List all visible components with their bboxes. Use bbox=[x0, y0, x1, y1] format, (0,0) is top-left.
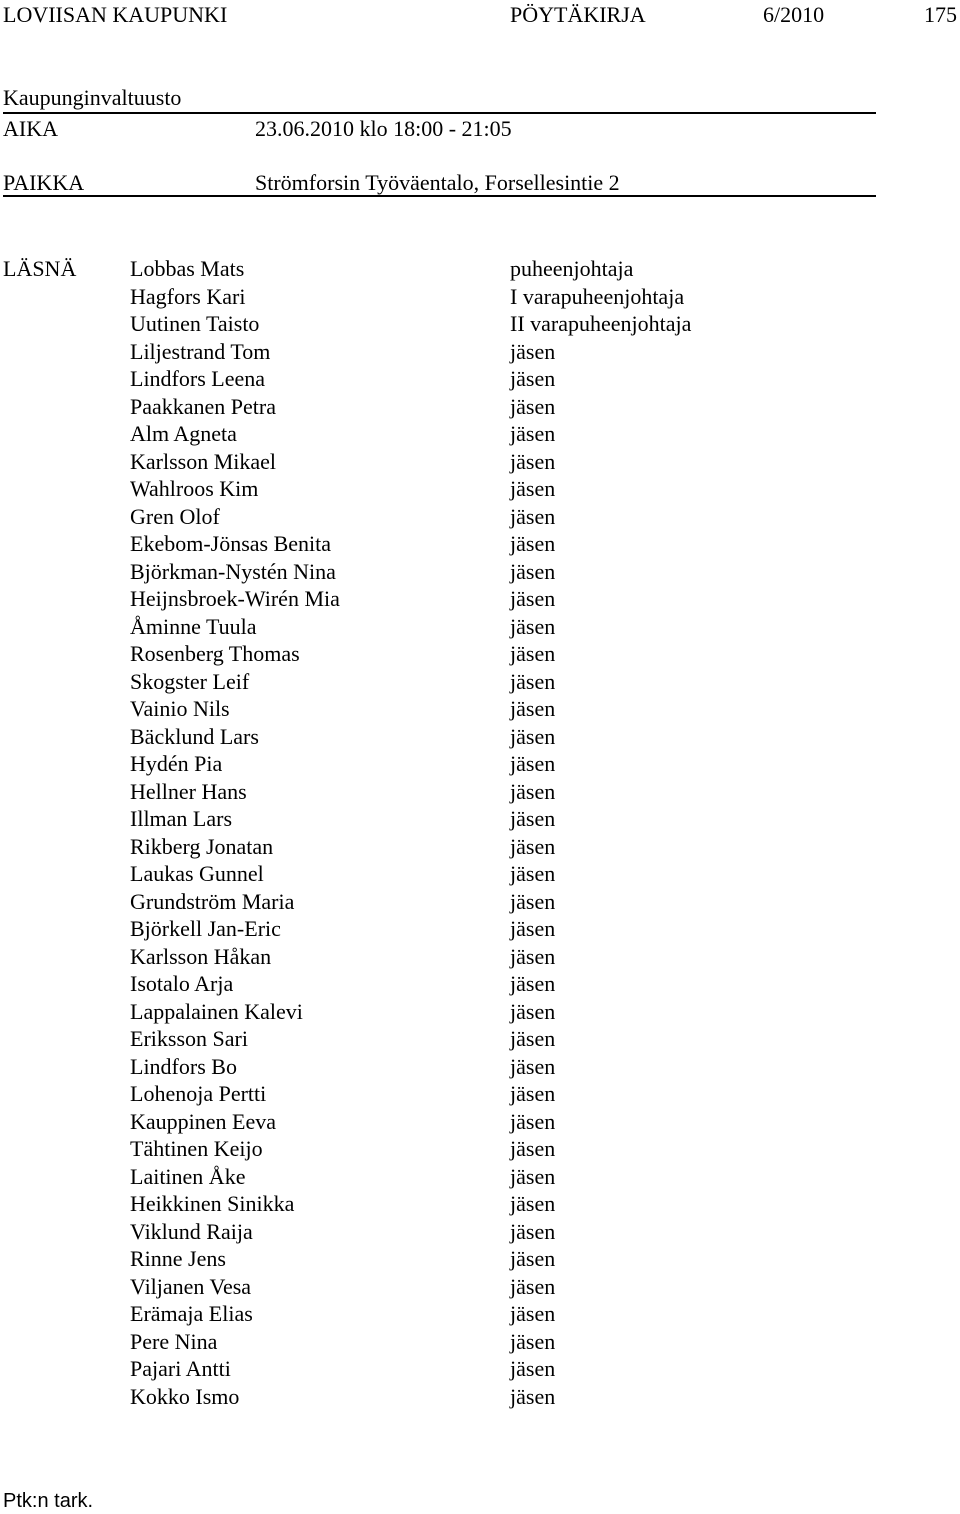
attendee-name: Ekebom-Jönsas Benita bbox=[130, 531, 332, 556]
attendee-role: jäsen bbox=[510, 421, 556, 446]
attendee-role: jäsen bbox=[510, 1163, 556, 1189]
divider-bottom bbox=[3, 195, 876, 197]
attendee-name: Rosenberg Thomas bbox=[130, 641, 300, 666]
list-item bbox=[130, 476, 850, 504]
list-item bbox=[130, 1136, 850, 1164]
attendee-name: Lindfors Bo bbox=[130, 1053, 237, 1079]
list-item bbox=[130, 1191, 850, 1219]
attendee-name: Rinne Jens bbox=[130, 1246, 226, 1271]
list-item bbox=[130, 1109, 850, 1137]
attendee-name: Lohenoja Pertti bbox=[130, 1081, 267, 1106]
attendee-list bbox=[130, 256, 850, 1411]
list-item bbox=[130, 614, 850, 642]
list-item bbox=[130, 1081, 850, 1109]
attendee-role: jäsen bbox=[510, 888, 556, 914]
list-item bbox=[130, 311, 850, 339]
attendee-role: jäsen bbox=[510, 916, 556, 941]
attendee-role: jäsen bbox=[510, 1328, 556, 1354]
attendee-role: jäsen bbox=[510, 778, 556, 804]
attendee-role: jäsen bbox=[510, 1218, 556, 1244]
attendee-role: jäsen bbox=[510, 1026, 556, 1051]
list-item bbox=[130, 1329, 850, 1357]
list-item bbox=[130, 971, 850, 999]
time-label: AIKA bbox=[3, 116, 58, 141]
attendee-name: Bäcklund Lars bbox=[130, 723, 259, 749]
attendee-role: jäsen bbox=[510, 861, 556, 886]
attendee-role: jäsen bbox=[510, 833, 556, 859]
list-item bbox=[130, 1301, 850, 1329]
list-item bbox=[130, 696, 850, 724]
list-item bbox=[130, 559, 850, 587]
list-item bbox=[130, 256, 850, 284]
attendee-role: jäsen bbox=[510, 476, 556, 501]
attendee-name: Hellner Hans bbox=[130, 778, 247, 804]
attendee-role: jäsen bbox=[510, 971, 556, 996]
attendee-name: Vainio Nils bbox=[130, 696, 230, 721]
list-item bbox=[130, 531, 850, 559]
list-item bbox=[130, 339, 850, 367]
attendee-role: jäsen bbox=[510, 1246, 556, 1271]
list-item bbox=[130, 724, 850, 752]
attendee-role: jäsen bbox=[510, 531, 556, 556]
attendee-role: jäsen bbox=[510, 1383, 556, 1409]
attendee-role: jäsen bbox=[510, 586, 556, 611]
attendee-role: jäsen bbox=[510, 503, 556, 529]
organization-name: LOVIISAN KAUPUNKI bbox=[3, 2, 228, 27]
attendee-role: jäsen bbox=[510, 393, 556, 419]
attendee-name: Liljestrand Tom bbox=[130, 338, 271, 364]
attendee-role: jäsen bbox=[510, 998, 556, 1024]
attendee-name: Rikberg Jonatan bbox=[130, 833, 274, 859]
list-item bbox=[130, 669, 850, 697]
place-value: Strömforsin Työväentalo, Forsellesintie 2 bbox=[255, 170, 620, 195]
attendee-role: I varapuheenjohtaja bbox=[510, 283, 685, 309]
list-item bbox=[130, 861, 850, 889]
list-item bbox=[130, 1274, 850, 1302]
attendee-role: jäsen bbox=[510, 668, 556, 694]
place-label: PAIKKA bbox=[3, 170, 85, 195]
list-item bbox=[130, 641, 850, 669]
list-item bbox=[130, 1054, 850, 1082]
list-item bbox=[130, 751, 850, 779]
list-item bbox=[130, 586, 850, 614]
attendee-role: puheenjohtaja bbox=[510, 256, 634, 281]
list-item bbox=[130, 366, 850, 394]
attendee-name: Heikkinen Sinikka bbox=[130, 1191, 295, 1216]
attendee-role: jäsen bbox=[510, 1191, 556, 1216]
attendee-name: Alm Agneta bbox=[130, 421, 237, 446]
attendee-name: Eriksson Sari bbox=[130, 1026, 248, 1051]
attendee-role: jäsen bbox=[510, 613, 556, 639]
attendee-name: Paakkanen Petra bbox=[130, 393, 276, 419]
attendee-role: jäsen bbox=[510, 366, 556, 391]
attendee-role: jäsen bbox=[510, 1053, 556, 1079]
page-header bbox=[0, 0, 960, 30]
attendee-role: jäsen bbox=[510, 338, 556, 364]
list-item bbox=[130, 1384, 850, 1412]
attendee-name: Heijnsbroek-Wirén Mia bbox=[130, 586, 340, 611]
attendee-name: Pajari Antti bbox=[130, 1356, 231, 1381]
attendee-name: Wahlroos Kim bbox=[130, 476, 259, 501]
attendee-name: Gren Olof bbox=[130, 503, 220, 529]
attendee-name: Laitinen Åke bbox=[130, 1163, 246, 1189]
attendee-name: Lappalainen Kalevi bbox=[130, 998, 303, 1024]
list-item bbox=[130, 916, 850, 944]
list-item bbox=[130, 394, 850, 422]
attendee-name: Pere Nina bbox=[130, 1328, 218, 1354]
list-item bbox=[130, 834, 850, 862]
attendee-name: Kauppinen Eeva bbox=[130, 1108, 276, 1134]
attendee-name: Hydén Pia bbox=[130, 751, 223, 776]
present-label: LÄSNÄ bbox=[3, 256, 77, 281]
list-item bbox=[130, 944, 850, 972]
attendee-name: Lobbas Mats bbox=[130, 256, 245, 281]
attendee-name: Kokko Ismo bbox=[130, 1383, 240, 1409]
list-item bbox=[130, 284, 850, 312]
list-item bbox=[130, 1026, 850, 1054]
attendee-name: Laukas Gunnel bbox=[130, 861, 264, 886]
attendee-name: Viljanen Vesa bbox=[130, 1273, 252, 1299]
attendee-name: Illman Lars bbox=[130, 806, 233, 831]
governing-body: Kaupunginvaltuusto bbox=[3, 85, 182, 110]
attendee-role: jäsen bbox=[510, 448, 556, 474]
document-number: 6/2010 bbox=[763, 2, 825, 27]
attendee-name: Viklund Raija bbox=[130, 1218, 253, 1244]
attendee-role: jäsen bbox=[510, 751, 556, 776]
attendee-name: Karlsson Mikael bbox=[130, 448, 277, 474]
list-item bbox=[130, 806, 850, 834]
list-item bbox=[130, 1164, 850, 1192]
attendee-name: Björkman-Nystén Nina bbox=[130, 558, 336, 584]
attendee-name: Grundström Maria bbox=[130, 888, 295, 914]
list-item bbox=[130, 504, 850, 532]
list-item bbox=[130, 889, 850, 917]
attendee-role: jäsen bbox=[510, 1108, 556, 1134]
list-item bbox=[130, 1356, 850, 1384]
attendee-role: jäsen bbox=[510, 558, 556, 584]
attendee-role: jäsen bbox=[510, 1301, 556, 1326]
attendee-role: jäsen bbox=[510, 1136, 556, 1161]
attendee-name: Isotalo Arja bbox=[130, 971, 234, 996]
attendee-role: jäsen bbox=[510, 723, 556, 749]
footer-note: Ptk:n tark. bbox=[3, 1490, 94, 1512]
document-type: PÖYTÄKIRJA bbox=[510, 2, 646, 27]
attendee-role: jäsen bbox=[510, 1273, 556, 1299]
time-value: 23.06.2010 klo 18:00 - 21:05 bbox=[255, 116, 512, 141]
list-item bbox=[130, 999, 850, 1027]
attendee-name: Tähtinen Keijo bbox=[130, 1136, 263, 1161]
list-item bbox=[130, 1246, 850, 1274]
attendee-name: Lindfors Leena bbox=[130, 366, 265, 391]
list-item bbox=[130, 1219, 850, 1247]
divider-top bbox=[3, 112, 876, 114]
list-item bbox=[130, 421, 850, 449]
list-item bbox=[130, 449, 850, 477]
list-item bbox=[130, 779, 850, 807]
attendee-name: Björkell Jan-Eric bbox=[130, 916, 281, 941]
attendee-name: Hagfors Kari bbox=[130, 283, 246, 309]
attendee-name: Skogster Leif bbox=[130, 668, 250, 694]
attendee-role: jäsen bbox=[510, 806, 556, 831]
attendee-name: Erämaja Elias bbox=[130, 1301, 253, 1326]
attendee-role: jäsen bbox=[510, 641, 556, 666]
attendee-name: Åminne Tuula bbox=[130, 613, 257, 639]
attendee-name: Uutinen Taisto bbox=[130, 311, 260, 336]
attendee-role: jäsen bbox=[510, 1081, 556, 1106]
attendee-role: jäsen bbox=[510, 1356, 556, 1381]
attendee-role: jäsen bbox=[510, 943, 556, 969]
page-number: 175 bbox=[924, 2, 957, 27]
attendee-role: jäsen bbox=[510, 696, 556, 721]
attendee-role: II varapuheenjohtaja bbox=[510, 311, 692, 336]
attendee-name: Karlsson Håkan bbox=[130, 943, 272, 969]
